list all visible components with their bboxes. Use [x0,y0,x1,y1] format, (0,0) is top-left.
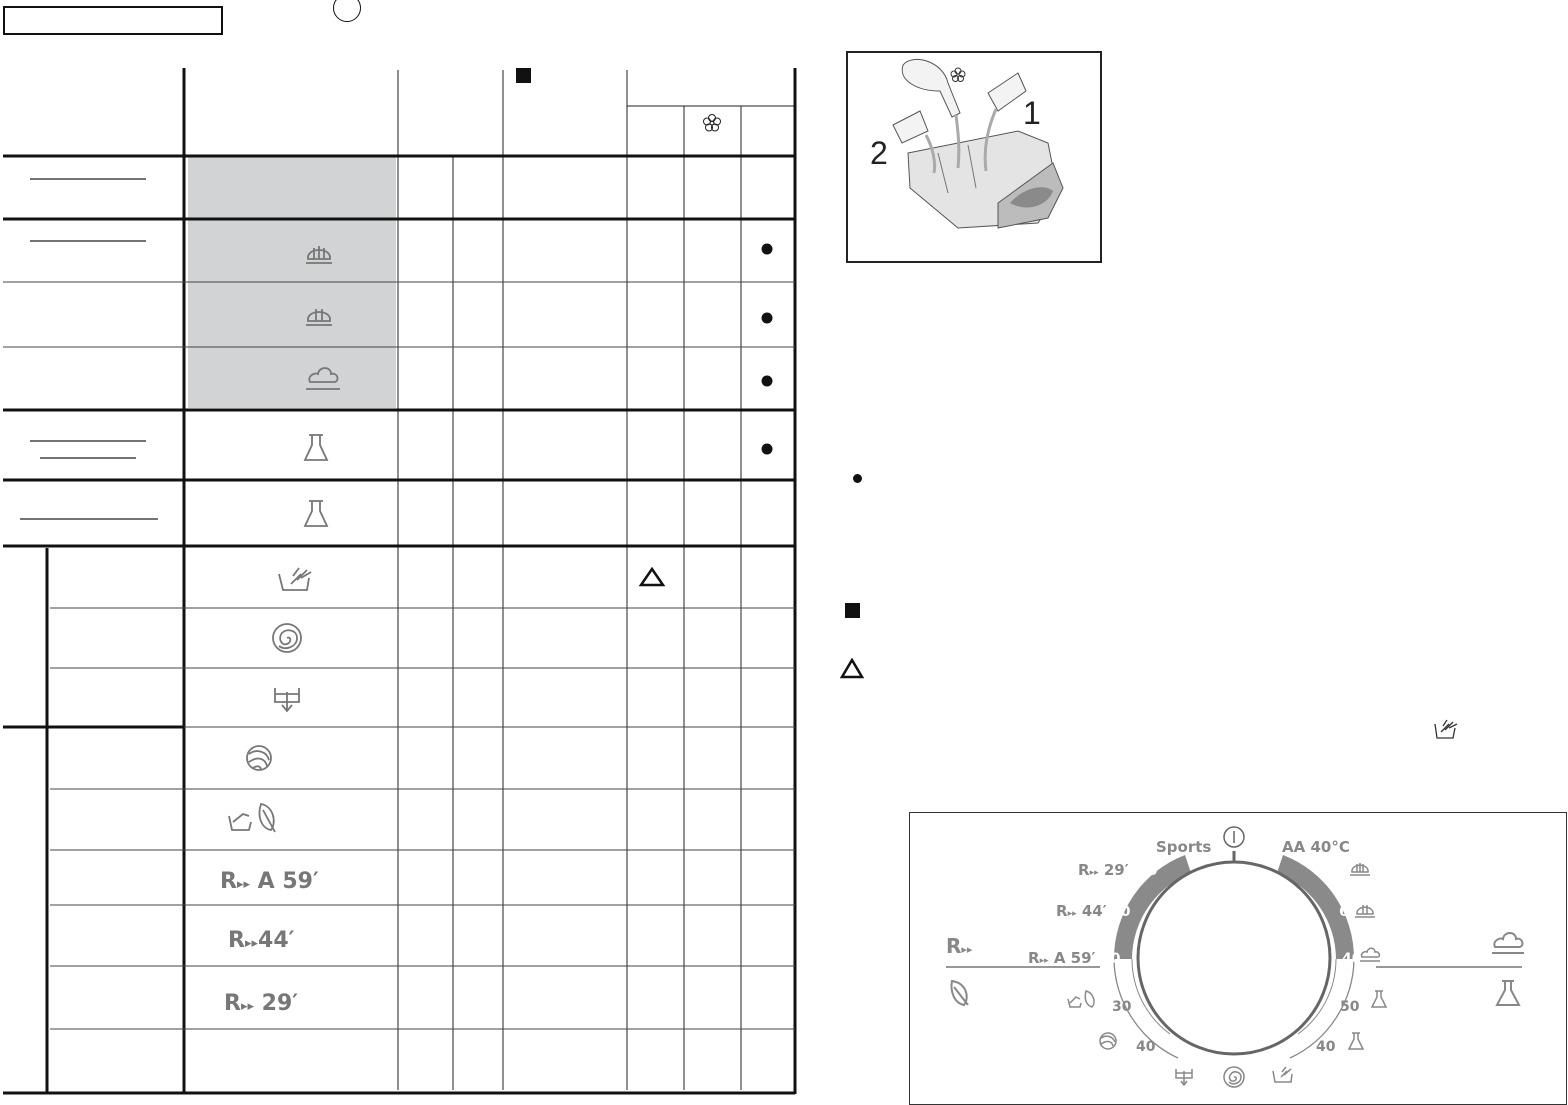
triangle-mark [641,569,663,585]
svg-text:60: 60 [1101,951,1121,967]
svg-text:60: 60 [1339,904,1359,920]
header-square-icon [516,68,531,83]
svg-text:R▸▸ 29′: R▸▸ 29′ [1078,861,1129,879]
off-position-icon [1224,827,1244,847]
table-dot [762,244,773,255]
synthetic-icon [305,501,327,526]
spin-icon [273,624,301,652]
legend-dot [853,474,862,483]
svg-text:AA 40°C: AA 40°C [1282,838,1350,856]
svg-text:R▸▸: R▸▸ [946,934,973,958]
svg-text:50: 50 [1340,999,1360,1015]
handwash-delicate-icon [229,804,275,832]
svg-text:R▸▸ A 59′: R▸▸ A 59′ [1028,949,1096,967]
svg-text:40: 40 [1111,904,1131,920]
table-dot [762,313,773,324]
rapid-a-59-icon: R▸▸ A 59′ [220,869,319,894]
dial-knob [1138,862,1330,1054]
flower-icon [704,115,721,132]
svg-text:90: 90 [1314,863,1334,879]
table-dot [762,444,773,455]
svg-text:40: 40 [1138,863,1158,879]
language-badge [333,0,361,22]
table-dot [762,376,773,387]
synthetic-icon [305,435,327,460]
programme-dial-panel [909,812,1567,1105]
svg-text:Sports: Sports [1156,838,1212,856]
wool-icon [247,746,271,770]
program-table [0,60,810,1105]
svg-text:40: 40 [1316,1039,1336,1055]
svg-text:R▸▸ 44′: R▸▸ 44′ [1056,902,1107,920]
rapid-44-icon: R▸▸44′ [228,928,295,953]
svg-text:40: 40 [1136,1039,1156,1055]
compartment-label-1: 1 [1023,95,1041,131]
legend-square [845,603,860,618]
rinse-icon [1433,718,1459,740]
rinse-icon [279,568,311,590]
compartment-label-2: 2 [870,135,888,171]
drain-icon [275,688,299,711]
detergent-drawer-illustration [846,51,1102,263]
section-title-box [3,6,223,35]
svg-text:30: 30 [1112,999,1132,1015]
svg-text:40: 40 [1342,951,1362,967]
legend-triangle [840,658,864,680]
rapid-29-icon: R▸▸ 29′ [224,991,299,1016]
